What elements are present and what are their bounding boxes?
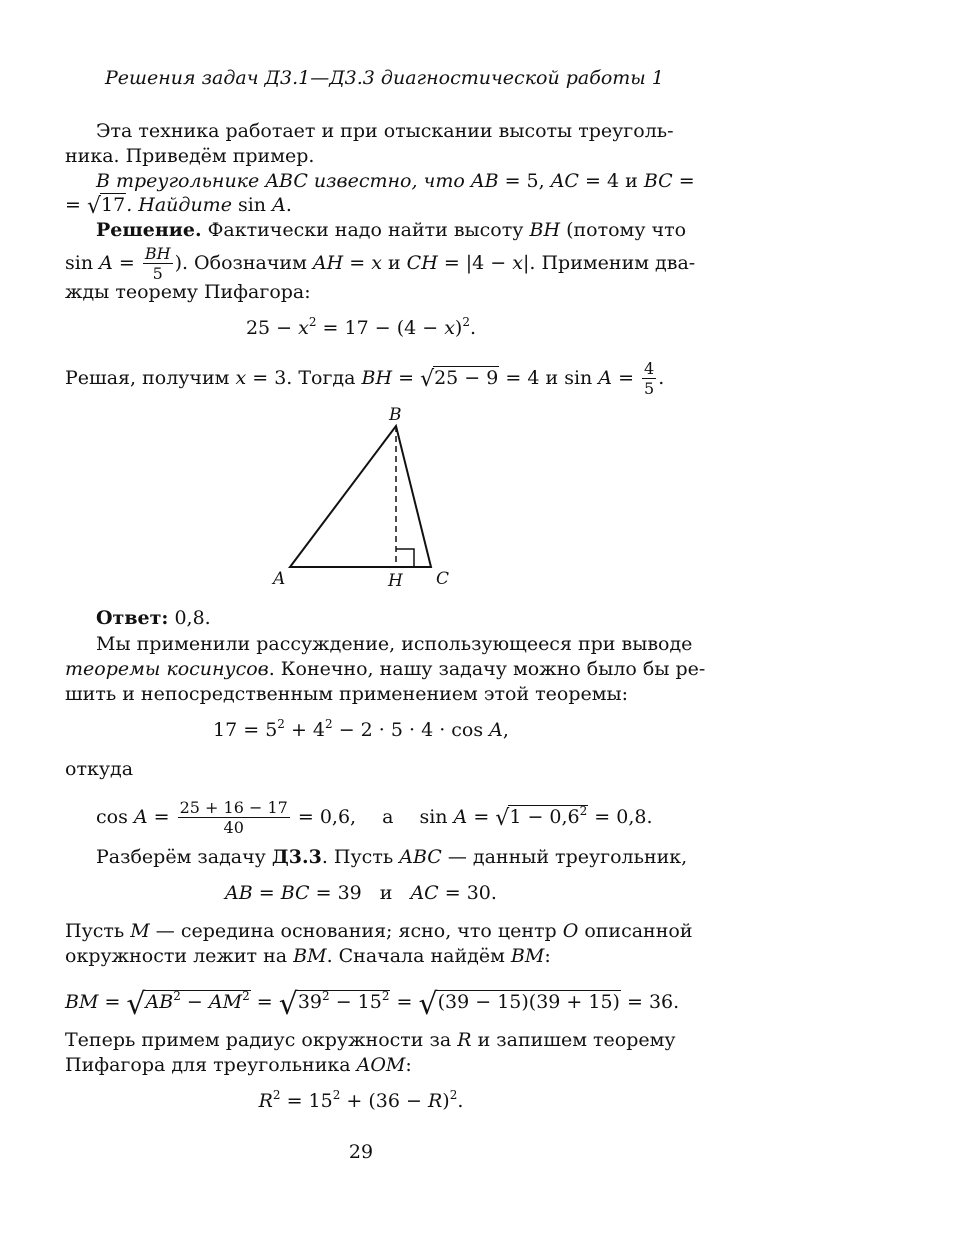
answer-line: Ответ: 0,8. bbox=[96, 607, 211, 629]
cosines-line3: шить и непосредственным применением этой теоремы: bbox=[65, 683, 629, 705]
solution-line2: sin A = $\frac{BH}{5}$ ). Обозначим AH = x и CH = |4 − x|. Применим два- bbox=[65, 244, 696, 283]
equation-pythagoras: $25 - x^2 = 17 - (4 - x)^2$. bbox=[245, 315, 477, 339]
task3-line: Разберём задачу Д3.3. Пусть ABC — данный треугольник, bbox=[96, 846, 688, 868]
midpoint-line2: окружности лежит на BM. Сначала найдём BM: bbox=[65, 945, 551, 967]
paragraph-intro-line1: Эта техника работает и при отыскании высоты треуголь- bbox=[96, 120, 674, 142]
answer-label: Ответ: bbox=[96, 607, 169, 629]
sqrt-1-minus-0-6-sq: $√1 - 0,6^2$ bbox=[495, 804, 588, 831]
equation-sides: AB = BC = 39 и AC = 30. bbox=[225, 882, 497, 904]
right-angle-mark bbox=[396, 549, 414, 567]
equation-radius: $R^2 = 15^2 + (36 - R)^2$. bbox=[258, 1088, 464, 1112]
point-label-h: H bbox=[388, 571, 403, 590]
whence-line: откуда bbox=[65, 758, 134, 780]
vertex-label-b: B bbox=[389, 405, 402, 425]
equation-cos-sin: cos A = $\frac{25 + 16 - 17}{40}$ = 0,6, а $\sin A = √1 - 0,6^2 = 0,8$. bbox=[96, 798, 653, 837]
page-number: 29 bbox=[348, 1141, 374, 1163]
triangle-abc bbox=[290, 426, 431, 567]
problem-statement-line2: = √17. Найдите sin A. bbox=[65, 194, 292, 219]
sqrt-39-15: $√39^2 - 15^2$ bbox=[278, 987, 390, 1022]
vertex-label-a: A bbox=[273, 569, 286, 589]
fraction-4-over-5: $\frac{4}{5}$ bbox=[644, 359, 655, 398]
result-line: Решая, получим x = 3. Тогда BH = √25 − 9 = 4 и sin A = $\frac{4}{5}$ . bbox=[65, 359, 665, 398]
solution-label: Решение. bbox=[96, 219, 202, 241]
vertex-label-c: C bbox=[436, 569, 450, 589]
problem-statement-line1: В треугольнике ABC известно, что AB = 5, AC = 4 и BC = bbox=[96, 170, 695, 192]
sqrt-product: √(39 − 15)(39 + 15) bbox=[418, 987, 620, 1022]
paragraph-intro-line2: ника. Приведём пример. bbox=[65, 145, 315, 167]
sqrt-25-minus-9: √25 − 9 bbox=[420, 367, 499, 392]
solution-line1: Решение. Фактически надо найти высоту BH (потому что bbox=[96, 219, 687, 241]
sqrt-ab-am: $√AB^2 - AM^2$ bbox=[126, 987, 250, 1022]
cosines-line2: теоремы косинусов. Конечно, нашу задачу можно было бы ре- bbox=[65, 658, 706, 680]
midpoint-line1: Пусть M — середина основания; ясно, что центр O описанной bbox=[65, 920, 693, 942]
equation-cosine-law: $17 = 5^2 + 4^2 - 2 \cdot 5 \cdot 4 \cdot \cos A$, bbox=[213, 717, 509, 741]
radius-line1: Теперь примем радиус окружности за R и запишем теорему bbox=[65, 1029, 676, 1051]
solution-line3: жды теорему Пифагора: bbox=[65, 281, 311, 303]
radius-line2: Пифагора для треугольника AOM: bbox=[65, 1054, 412, 1076]
fraction-cos: $\frac{25 + 16 - 17}{40}$ bbox=[179, 798, 288, 837]
cosines-line1: Мы применили рассуждение, использующееся при выводе bbox=[96, 633, 693, 655]
document-page bbox=[65, 0, 706, 1245]
triangle-figure bbox=[265, 400, 465, 590]
sqrt-17: √17 bbox=[86, 194, 126, 219]
equation-bm: BM = $√AB^2 - AM^2 = √39^2 - 15^2 = √(39 - 15)(39 + 15) = 36$. bbox=[65, 987, 680, 1022]
running-header: Решения задач Д3.1—Д3.3 диагностической работы 1 bbox=[105, 67, 664, 89]
fraction-bh-over-5: $\frac{BH}{5}$ bbox=[144, 244, 171, 283]
